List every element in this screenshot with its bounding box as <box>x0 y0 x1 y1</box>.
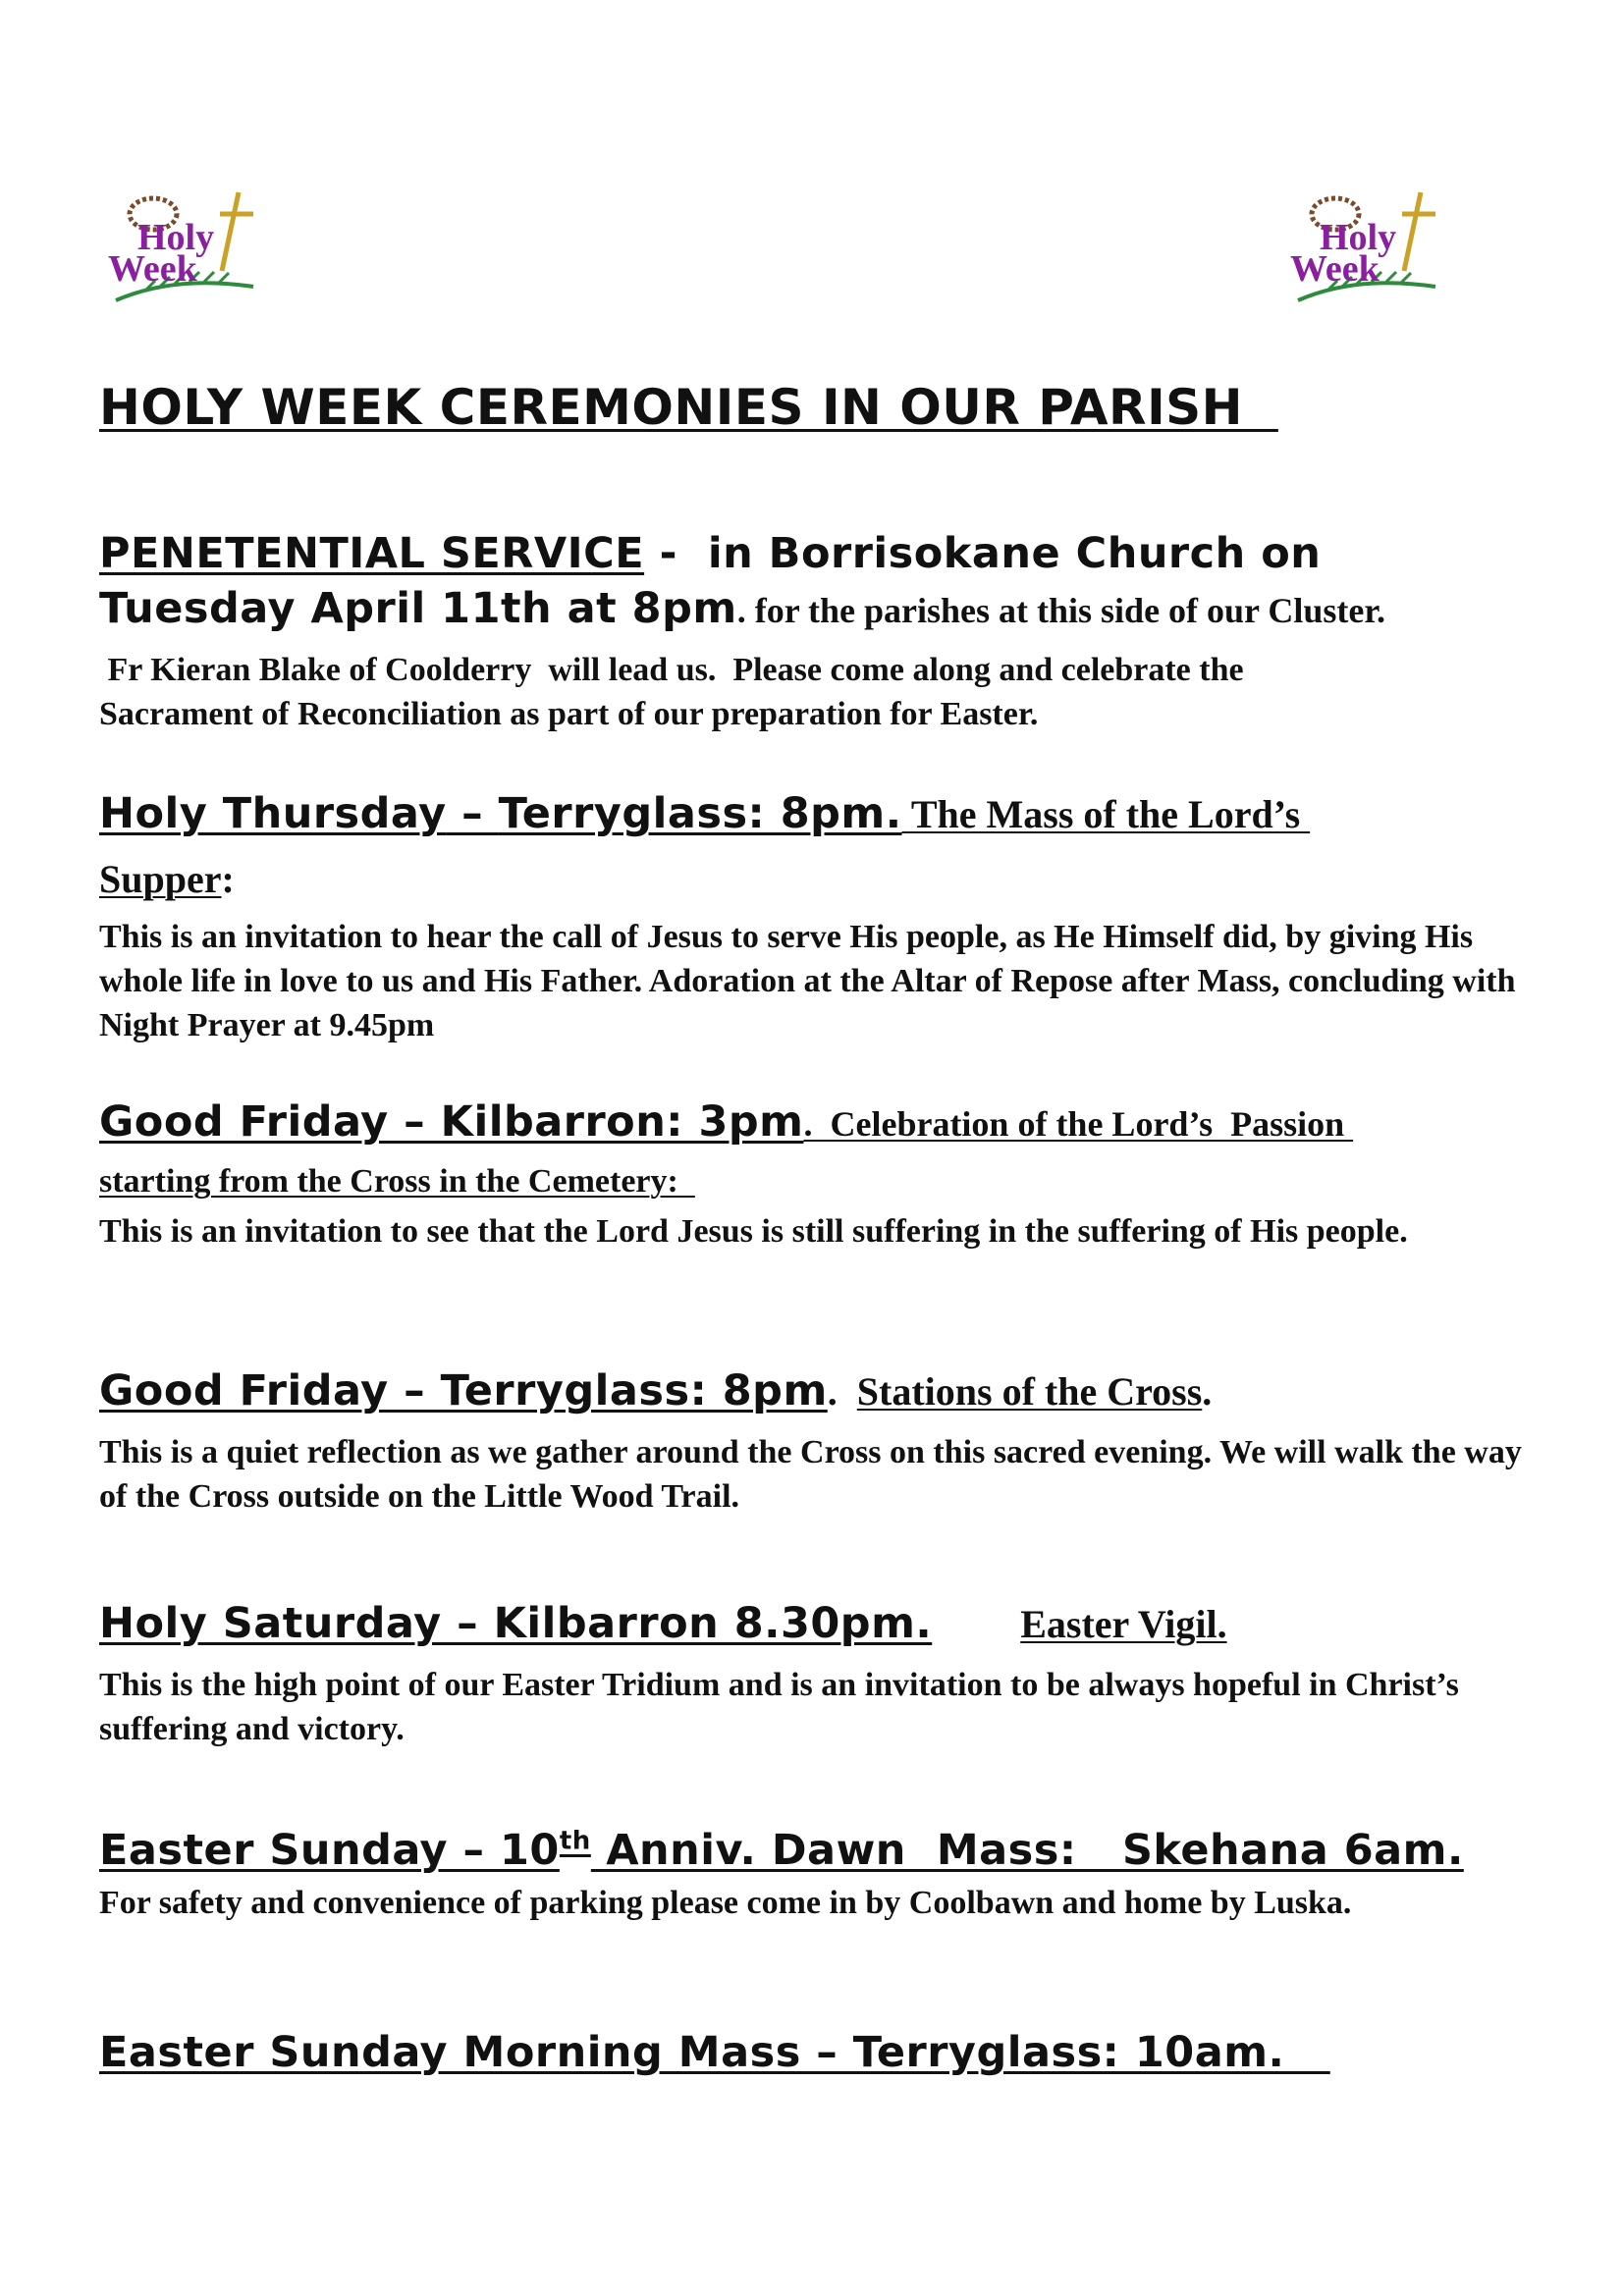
holy-saturday-body: This is the high point of our Easter Tridium and is an invitation to be always hopeful in Christ’s suffering and victory. <box>99 1667 1459 1747</box>
holy-thursday-colon: : <box>221 857 235 901</box>
holy-week-logo-icon <box>1288 185 1455 312</box>
section-holy-saturday <box>99 1595 1542 1751</box>
easter-morning-heading-line <box>99 2022 1542 2083</box>
holy-saturday-heading: Holy Saturday – Kilbarron 8.30pm. <box>99 1599 933 1648</box>
holy-week-logo-right <box>1288 185 1455 312</box>
penitential-date: Tuesday April 11th at 8pm <box>99 584 737 633</box>
penitential-line3: Sacrament of Reconciliation as part of our preparation for Easter. <box>99 696 1039 732</box>
good-friday-1-sub-line <box>99 1160 1542 1209</box>
good-friday-2-heading-line <box>99 1362 1542 1430</box>
holy-thursday-dash: – <box>446 789 499 838</box>
section-easter-morning <box>99 2022 1542 2083</box>
holy-week-logo-left <box>106 185 273 312</box>
easter-dawn-heading-1: Easter Sunday – 10 <box>99 1826 560 1875</box>
good-friday-2-end: . <box>1202 1369 1213 1414</box>
penitential-date-line <box>99 581 1542 648</box>
penitential-heading: PENETENTIAL SERVICE <box>99 529 645 578</box>
holy-saturday-gap <box>932 1602 1020 1646</box>
easter-morning-heading: Easter Sunday Morning Mass – Terryglass: 10am. <box>99 2028 1330 2077</box>
logo-word-week: Week <box>108 248 197 290</box>
section-good-friday-terryglass <box>99 1362 1542 1519</box>
penitential-line2: Fr Kieran Blake of Coolderry will lead us. Please come along and celebrate the <box>99 652 1244 688</box>
holy-week-logo-icon <box>106 185 273 312</box>
section-penitential-service <box>99 526 1542 736</box>
logo-word-holy: Holy <box>1320 217 1397 258</box>
easter-dawn-heading-line <box>99 1820 1542 1881</box>
good-friday-2-sub: Stations of the Cross <box>856 1369 1203 1414</box>
section-easter-dawn <box>99 1820 1542 1925</box>
page-title <box>99 378 1542 437</box>
penitential-heading-line <box>99 526 1542 581</box>
section-good-friday-kilbarron <box>99 1095 1542 1254</box>
holy-thursday-sub2: Supper <box>99 857 222 901</box>
easter-dawn-sup: th <box>559 1826 591 1856</box>
easter-dawn-body: For safety and convenience of parking please come in by Coolbawn and home by Luska. <box>99 1885 1352 1921</box>
penitential-tail: . for the parishes at this side of our Cluster. <box>736 591 1386 630</box>
holy-thursday-body: This is an invitation to hear the call of Jesus to serve His people, as He Himself did, by giving His whole life in love to us and His Father. Adoration at the Altar of Repose after Mass, concluding with Night Prayer at 9.45pm <box>99 919 1516 1043</box>
good-friday-1-body: This is an invitation to see that the Lord Jesus is still suffering in the suffering of His people. <box>99 1213 1408 1250</box>
page-title-text: HOLY WEEK CEREMONIES IN OUR PARISH <box>99 379 1278 436</box>
good-friday-1-heading-line <box>99 1095 1542 1160</box>
good-friday-1-heading: Good Friday – Kilbarron: 3pm <box>99 1097 804 1147</box>
holy-thursday-sub1: The Mass of the Lord’s <box>901 792 1311 836</box>
holy-thursday-time: Terryglass: 8pm. <box>498 789 902 838</box>
logo-word-holy: Holy <box>137 217 215 258</box>
good-friday-2-dot: . <box>827 1369 857 1414</box>
penitential-location: in Borrisokane Church on <box>707 529 1322 578</box>
holy-thursday-day: Holy Thursday <box>99 789 447 838</box>
good-friday-1-sub2: starting from the Cross in the Cemetery: <box>99 1163 695 1200</box>
holy-thursday-heading-line <box>99 785 1542 853</box>
good-friday-2-heading: Good Friday – Terryglass: 8pm <box>99 1366 828 1415</box>
holy-saturday-sub: Easter Vigil. <box>1020 1602 1227 1646</box>
holy-saturday-heading-line <box>99 1595 1542 1663</box>
good-friday-2-body: This is a quiet reflection as we gather around the Cross on this sacred evening. We will walk the way of the Cross outside on the Little Wood Trail. <box>99 1434 1522 1515</box>
good-friday-1-sub1: . Celebration of the Lord’s Passion <box>803 1104 1354 1144</box>
penitential-dash: - <box>644 529 708 578</box>
easter-dawn-heading-2: Anniv. Dawn Mass: Skehana 6am. <box>590 1826 1464 1875</box>
holy-thursday-sub-line <box>99 853 1542 915</box>
logo-word-week: Week <box>1290 248 1380 290</box>
section-holy-thursday <box>99 785 1542 1047</box>
